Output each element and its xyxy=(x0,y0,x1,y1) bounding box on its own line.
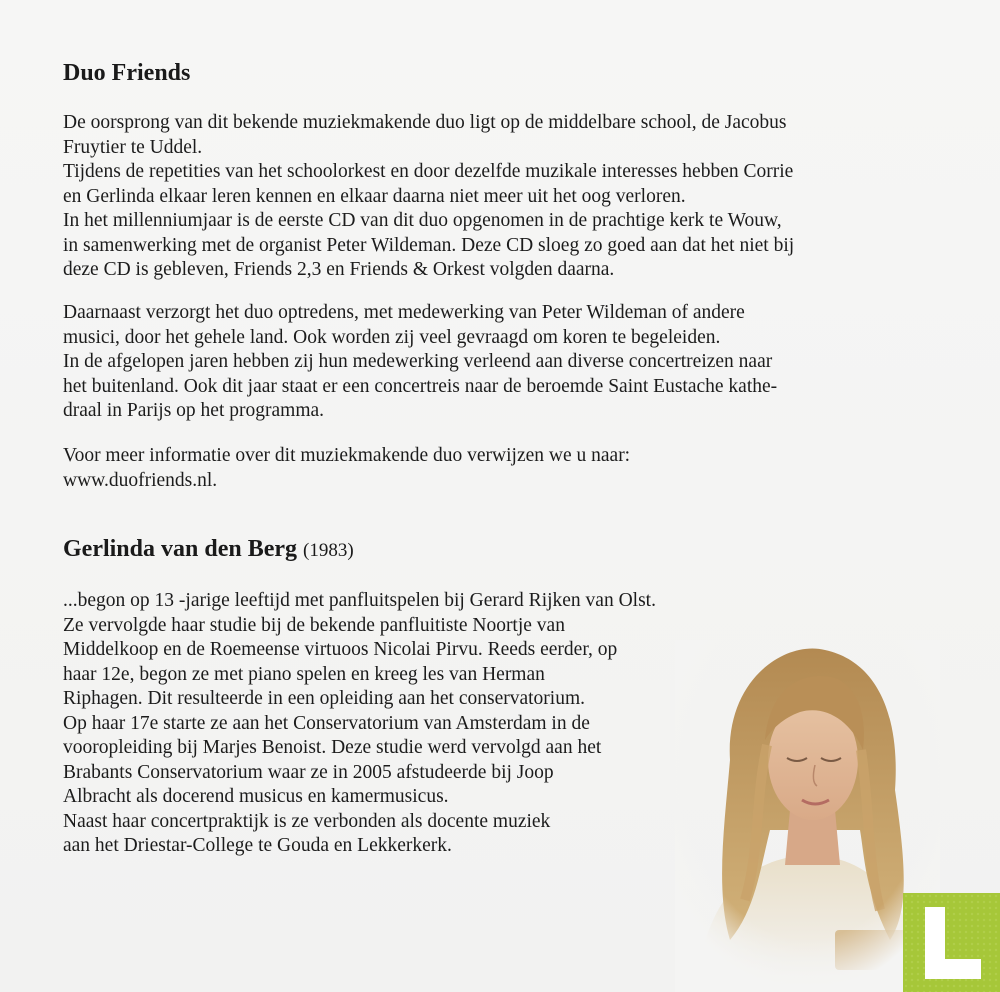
text-line: en Gerlinda elkaar leren kennen en elkaar daarna niet meer uit het oog verloren. xyxy=(63,185,686,207)
duo-friends-heading: Duo Friends xyxy=(63,60,191,86)
text-line: Fruytier te Uddel. xyxy=(63,136,203,158)
website-text: www.duofriends.nl. xyxy=(63,469,218,491)
duo-friends-paragraph-3 xyxy=(63,444,943,493)
gerlinda-year: (1983) xyxy=(303,540,354,561)
l-logo-icon xyxy=(903,893,1000,992)
text-line: musici, door het gehele land. Ook worden zij veel gevraagd om koren te begeleiden. xyxy=(63,326,721,348)
text-line: vooropleiding bij Marjes Benoist. Deze studie werd vervolgd aan het xyxy=(63,737,602,758)
text-line: het buitenland. Ook dit jaar staat er een concertreis naar de beroemde Saint Eustache kathe- xyxy=(63,375,778,397)
text-line: aan het Driestar-College te Gouda en Lekkerkerk. xyxy=(63,835,452,856)
gerlinda-heading xyxy=(63,536,354,563)
text-line: in samenwerking met de organist Peter Wildeman. Deze CD sloeg zo goed aan dat het niet bij xyxy=(63,234,795,256)
text-line: Riphagen. Dit resulteerde in een opleiding aan het conservatorium. xyxy=(63,688,585,709)
text-line: In de afgelopen jaren hebben zij hun medewerking verleend aan diverse concertreizen naar xyxy=(63,351,773,372)
duo-friends-paragraph-1 xyxy=(63,111,943,283)
gerlinda-name: Gerlinda van den Berg xyxy=(63,536,298,562)
text-line: Tijdens de repetities van het schoolorkest en door dezelfde muzikale interesses hebben Corrie xyxy=(63,161,794,182)
text-line: De oorsprong van dit bekende muziekmakende duo ligt op de middelbare school, de Jacobus xyxy=(63,112,787,133)
gerlinda-biography xyxy=(63,589,763,859)
text-line: Daarnaast verzorgt het duo optredens, met medewerking van Peter Wildeman of andere xyxy=(63,302,745,323)
text-line: Middelkoop en de Roemeense virtuoos Nicolai Pirvu. Reeds eerder, op xyxy=(63,639,618,660)
portrait-photo xyxy=(675,640,940,992)
duo-friends-paragraph-2 xyxy=(63,301,943,424)
text-line: In het millenniumjaar is de eerste CD van dit duo opgenomen in de prachtige kerk te Wouw, xyxy=(63,210,782,231)
logo-letter-l xyxy=(925,907,981,979)
text-line: Ze vervolgde haar studie bij de bekende panfluitiste Noortje van xyxy=(63,614,565,636)
text-line: Brabants Conservatorium waar ze in 2005 afstudeerde bij Joop xyxy=(63,761,554,783)
text-line: Op haar 17e starte ze aan het Conservatorium van Amsterdam in de xyxy=(63,712,590,734)
text-line: haar 12e, begon ze met piano spelen en kreeg les van Herman xyxy=(63,663,545,685)
text-line: deze CD is gebleven, Friends 2,3 en Friends & Orkest volgden daarna. xyxy=(63,259,615,280)
text-line: Voor meer informatie over dit muziekmakende duo verwijzen we u naar: xyxy=(63,445,631,466)
text-line: Albracht als docerend musicus en kamermusicus. xyxy=(63,786,449,807)
text-line: draal in Parijs op het programma. xyxy=(63,400,325,421)
text-line: ...begon op 13 -jarige leeftijd met panfluitspelen bij Gerard Rijken van Olst. xyxy=(63,590,656,611)
text-line: Naast haar concertpraktijk is ze verbonden als docente muziek xyxy=(63,810,551,832)
